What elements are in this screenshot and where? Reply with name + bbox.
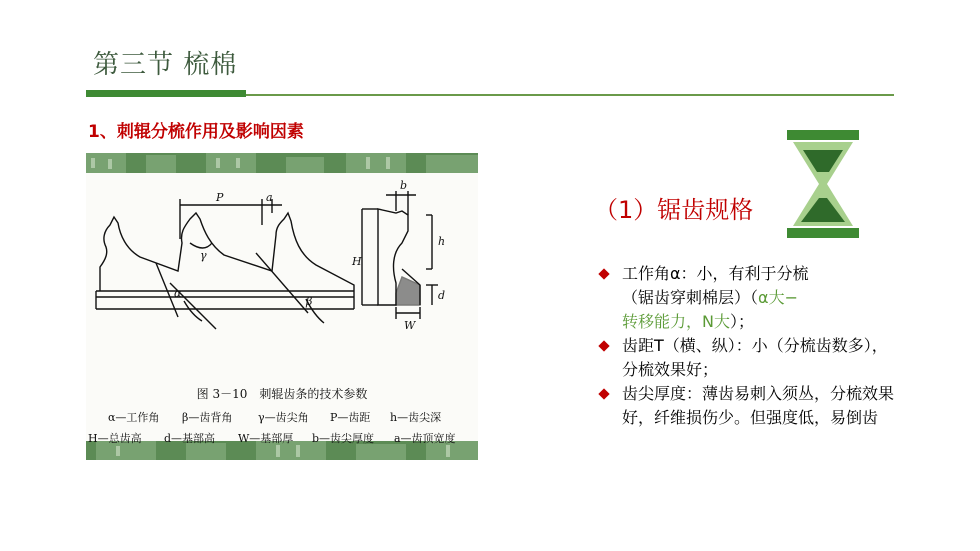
page-title: 第三节 梳棉 <box>93 50 238 80</box>
bullet-text: 工作角α：小，有利于分梳 <box>622 264 809 283</box>
label-d: d <box>438 289 446 302</box>
legend-item: H—总齿高 <box>88 432 142 445</box>
list-item <box>596 262 896 334</box>
label-gamma: γ <box>200 249 207 262</box>
legend-item: d—基部高 <box>164 432 216 445</box>
legend-item: α—工作角 <box>108 411 160 424</box>
bullet-accent-text: α大− <box>758 288 798 307</box>
section-subtitle: 1、刺辊分梳作用及影响因素 <box>88 122 304 142</box>
bullet-text: ）； <box>729 312 754 331</box>
legend-item: h—齿尖深 <box>390 411 442 424</box>
spec-heading: （1）锯齿规格 <box>594 196 754 224</box>
hourglass-icon <box>783 128 863 240</box>
label-P: P <box>216 191 224 204</box>
label-b: b <box>400 179 408 192</box>
label-beta: β <box>306 295 313 308</box>
list-item <box>596 382 896 430</box>
legend-item: P—齿距 <box>330 411 371 424</box>
bullet-accent-text: 转移能力，N大 <box>622 312 730 331</box>
sawtooth-diagram <box>86 173 478 378</box>
label-W: W <box>404 319 416 332</box>
spec-bullet-list <box>596 262 896 430</box>
bullet-text: 齿尖厚度：薄齿易刺入须丛，分梳效果好，纤维损伤少。但强度低，易倒齿 <box>622 384 895 427</box>
label-alpha: α <box>174 287 182 300</box>
title-accent-bar <box>86 90 246 97</box>
bullet-text: （锯齿穿刺棉层）（ <box>622 288 759 307</box>
list-item <box>596 334 896 382</box>
label-H: H <box>352 255 362 268</box>
label-h: h <box>438 235 446 248</box>
diamond-bullet-icon <box>598 388 609 399</box>
diamond-bullet-icon <box>598 340 609 351</box>
bullet-text: 齿距T（横、纵）：小（分梳齿数多），分梳效果好； <box>622 336 888 379</box>
legend-item: b—齿尖厚度 <box>312 432 375 445</box>
legend-item: β—齿背角 <box>182 411 233 424</box>
figure-caption: 图 3－10 刺辊齿条的技术参数 <box>196 387 368 401</box>
label-a: a <box>266 191 273 204</box>
figure-image <box>86 153 478 460</box>
legend-item: W—基部厚 <box>238 432 294 445</box>
diagram-panel <box>86 173 478 445</box>
legend-item: a—齿顶宽度 <box>394 432 456 445</box>
diamond-bullet-icon <box>598 268 609 279</box>
legend-item: γ—齿尖角 <box>258 411 309 424</box>
